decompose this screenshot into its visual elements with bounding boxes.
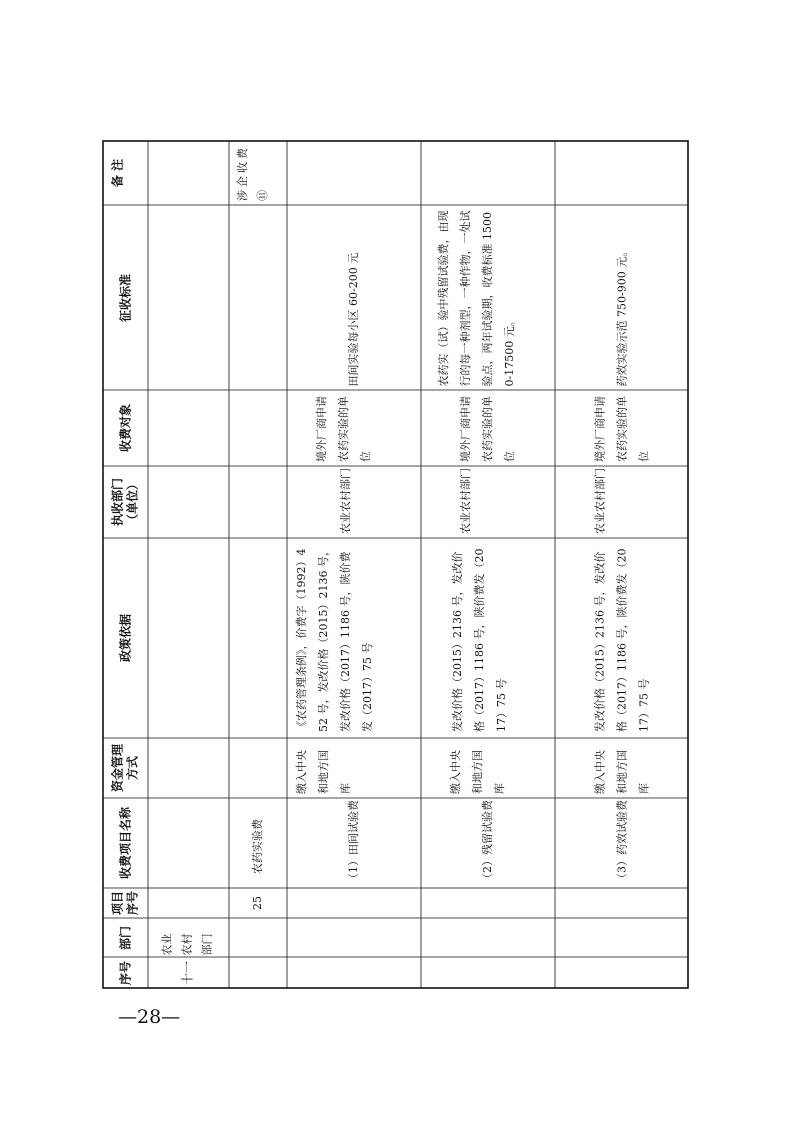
header-agency: 执收部门 （单位） xyxy=(110,478,139,527)
table-row-2-agency: 农业农村部门 xyxy=(459,468,472,534)
table-row-2-standard: 农药实（试）验中残留试验费，由现行的每一种剂型，一种作物，一处试验点，两年试验期，收费标准 15000-17500 元。 xyxy=(437,210,516,386)
category-remark: 涉企收费⑪ xyxy=(236,145,269,201)
table-row-3-basis: 发改价格（2015）2136 号，发改价格（2017）1186 号，陕价费发（2017）75 号 xyxy=(593,548,650,732)
table-row-1-agency: 农业农村部门 xyxy=(339,468,352,534)
table-row-1-fund: 缴入中央和地方国库 xyxy=(295,750,352,794)
table-row-3-standard: 药效实验示范 750-900 元。 xyxy=(615,245,628,386)
table-row-1-standard: 田间实验每小区 60-200 元 xyxy=(347,252,360,386)
header-item-seq: 项目 序号 xyxy=(110,891,139,916)
table-row-1-basis: 《农药管理条例》，价费字（1992）452 号，发改价格（2015）2136 号，发改价格（2017）1186 号，陕价费发（2017）75 号 xyxy=(295,545,374,732)
header-fund: 资金管理 方式 xyxy=(110,744,139,793)
header-item-name: 收费项目名称 xyxy=(118,807,132,880)
header-target: 收费对象 xyxy=(118,404,132,453)
header-standard: 征收标准 xyxy=(118,273,132,322)
table-row-3-item-name: （3）药效试验费 xyxy=(615,800,628,884)
table-row-1-target: 境外厂商申请农药实验的单位 xyxy=(315,396,372,462)
header-basis: 政策依据 xyxy=(118,614,132,663)
table-row-2-basis: 发改价格（2015）2136 号，发改价格（2017）1186 号，陕价费发（2017）75 号 xyxy=(451,548,508,732)
table-row-2-target: 境外厂商申请农药实验的单位 xyxy=(459,396,516,462)
table-row-2-fund: 缴入中央和地方国库 xyxy=(449,750,506,794)
table-row-3-fund: 缴入中央和地方国库 xyxy=(593,750,650,794)
table-row-1-item-name: （1）田间试验费 xyxy=(347,800,360,884)
group-seq: 十一 xyxy=(180,960,194,985)
page-number: —28— xyxy=(118,1006,181,1028)
category-item-name: 农药实验费 xyxy=(251,819,264,874)
category-item-seq: 25 xyxy=(251,896,264,910)
table-row-2-item-name: （2）残留试验费 xyxy=(481,800,494,884)
table-row-3-agency: 农业农村部门 xyxy=(593,468,606,534)
group-dept: 农业 农村 部门 xyxy=(160,933,213,955)
table-row-3-target: 境外厂商申请农药实验的单位 xyxy=(593,396,650,462)
header-remark: 备 注 xyxy=(110,158,124,188)
header-dept: 部门 xyxy=(118,925,132,950)
header-seq: 序号 xyxy=(118,960,132,985)
